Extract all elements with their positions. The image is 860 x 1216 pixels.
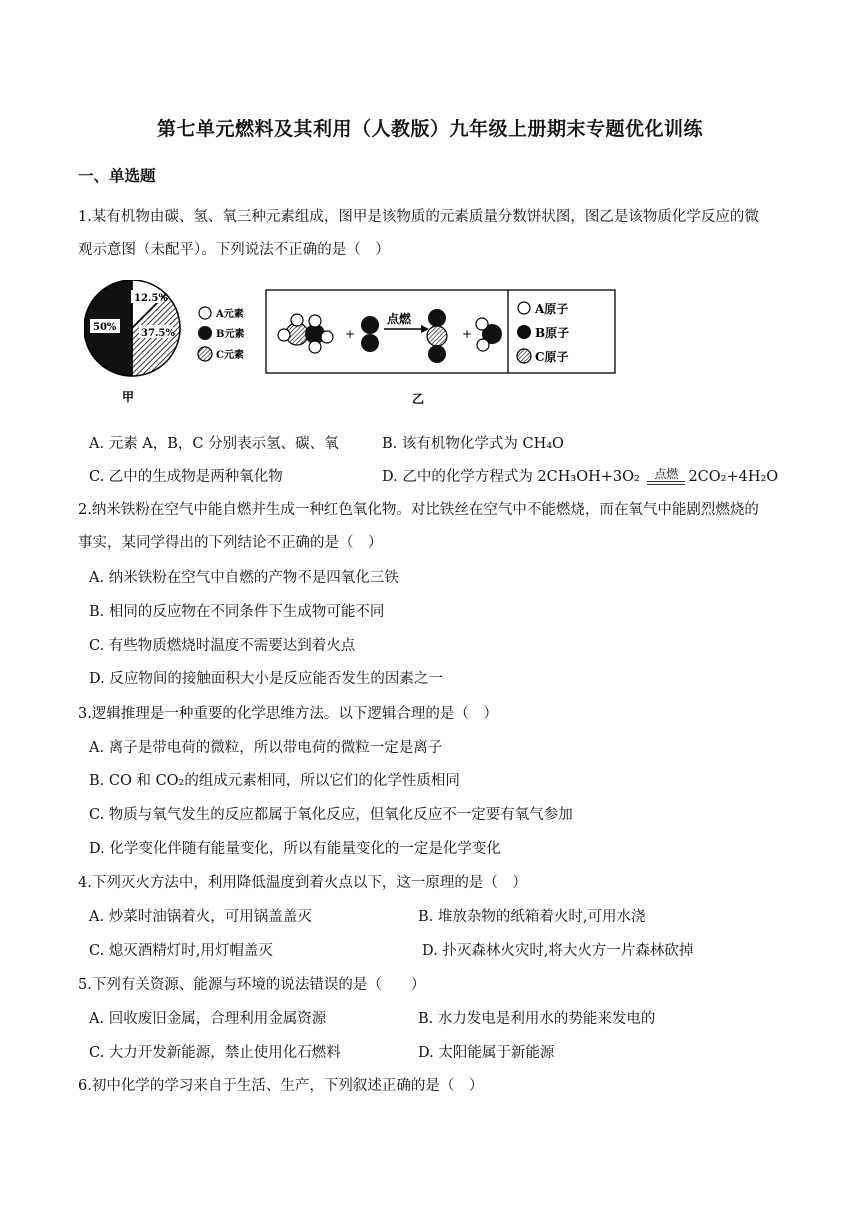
question-5-option-d[interactable]: D. 太阳能属于新能源 — [418, 1045, 555, 1061]
document-title: 第七单元燃料及其利用（人教版）九年级上册期末专题优化训练 — [156, 118, 703, 140]
question-3-option-b[interactable]: B. CO 和 CO₂的组成元素相同，所以它们的化学性质相同 — [89, 773, 460, 789]
question-5-option-b[interactable]: B. 水力发电是利用水的势能来发电的 — [418, 1011, 656, 1027]
water-molecule-icon — [476, 318, 502, 351]
question-1-option-b[interactable]: B. 该有机物化学式为 CH₄O — [382, 436, 564, 452]
plus-sign-2: + — [462, 327, 473, 341]
plus-sign-1: + — [345, 327, 356, 341]
question-4-option-c[interactable]: C. 熄灭酒精灯时,用灯帽盖灭 — [89, 943, 273, 959]
legend-atom-a-icon — [518, 302, 530, 314]
pie-caption: 甲 — [122, 390, 135, 404]
legend-atom-c-icon — [517, 349, 531, 363]
legend-atom-b-icon — [517, 325, 531, 339]
carbon-dioxide-molecule-icon — [427, 309, 447, 363]
question-2-option-a[interactable]: A. 纳米铁粉在空气中自燃的产物不是四氧化三铁 — [89, 570, 399, 586]
legend-hatched-circle-icon — [198, 347, 212, 361]
reaction-legend-b: B原子 — [535, 326, 570, 340]
question-3-option-d[interactable]: D. 化学变化伴随有能量变化，所以有能量变化的一定是化学变化 — [89, 841, 501, 857]
question-4-option-a[interactable]: A. 炒菜时油锅着火，可用锅盖盖灭 — [89, 909, 312, 925]
question-5-option-a[interactable]: A. 回收废旧金属，合理利用金属资源 — [89, 1011, 327, 1027]
legend-black-circle-icon — [198, 326, 212, 340]
question-1-option-a[interactable]: A. 元素 A，B，C 分别表示氢、碳、氧 — [89, 436, 339, 452]
legend-white-circle-icon — [199, 307, 211, 319]
question-2-stem-line-1: 2.纳米铁粉在空气中能自燃并生成一种红色氧化物。对比铁丝在空气中不能燃烧，而在氧气中能剧烈燃烧的 — [78, 502, 759, 518]
pie-legend-a: A元素 — [216, 309, 244, 320]
pie-legend-b: B元素 — [216, 329, 245, 340]
reaction-caption: 乙 — [412, 392, 425, 406]
section-heading: 一、单选题 — [78, 167, 156, 185]
arrow-condition-label: 点燃 — [387, 312, 412, 326]
question-3-stem: 3.逻辑推理是一种重要的化学思维方法。以下逻辑合理的是（ ） — [78, 706, 498, 722]
pie-label-37-5: 37.5% — [141, 328, 175, 339]
methanol-molecule-icon — [278, 314, 333, 353]
question-1-stem-line-1: 1.某有机物由碳、氢、氧三种元素组成，图甲是该物质的元素质量分数饼状图，图乙是该物质化学反应的微 — [78, 209, 759, 225]
question-2-stem-line-2: 事实，某同学得出的下列结论不正确的是（ ） — [78, 535, 383, 551]
question-5-option-c[interactable]: C. 大力开发新能源，禁止使用化石燃料 — [89, 1045, 341, 1061]
question-3-option-a[interactable]: A. 离子是带电荷的微粒，所以带电荷的微粒一定是离子 — [89, 740, 443, 756]
question-1-figure — [84, 280, 624, 410]
question-2-option-d[interactable]: D. 反应物间的接触面积大小是反应能否发生的因素之一 — [89, 671, 443, 687]
question-3-option-c[interactable]: C. 物质与氧气发生的反应都属于氧化反应，但氧化反应不一定要有氧气参加 — [89, 807, 573, 823]
question-1-stem-line-2: 观示意图（未配平）。下列说法不正确的是（ ） — [78, 242, 390, 258]
question-2-option-c[interactable]: C. 有些物质燃烧时温度不需要达到着火点 — [89, 638, 356, 654]
oxygen-molecule-icon — [361, 316, 379, 352]
reaction-legend-c: C原子 — [535, 350, 569, 364]
pie-label-12-5: 12.5% — [134, 293, 168, 304]
reaction-legend-a: A原子 — [535, 302, 569, 316]
question-1-option-d[interactable] — [382, 467, 778, 487]
question-2-option-b[interactable]: B. 相同的反应物在不同条件下生成物可能不同 — [89, 604, 385, 620]
element-mass-pie-chart — [84, 280, 180, 404]
question-4-stem: 4.下列灭火方法中，利用降低温度到着火点以下，这一原理的是（ ） — [78, 875, 527, 891]
question-6-stem: 6.初中化学的学习来自于生活、生产，下列叙述正确的是（ ） — [78, 1078, 484, 1094]
reaction-diagram — [266, 290, 615, 406]
pie-label-50: 50% — [93, 322, 117, 333]
question-5-stem: 5.下列有关资源、能源与环境的说法错误的是（ ） — [78, 977, 426, 993]
option-d-equation-right: 2CO₂+4H₂O — [688, 469, 779, 485]
question-4-option-b[interactable]: B. 堆放杂物的纸箱着火时,可用水浇 — [418, 909, 646, 925]
pie-legend-c: C元素 — [216, 350, 244, 361]
question-4-option-d[interactable]: D. 扑灭森林火灾时,将大火方一片森林砍掉 — [422, 943, 694, 959]
question-1-option-c[interactable]: C. 乙中的生成物是两种氧化物 — [89, 469, 283, 485]
pie-legend — [198, 307, 244, 361]
reaction-condition-mark: 点燃 — [644, 467, 688, 487]
option-d-equation-left: D. 乙中的化学方程式为 2CH₃OH+3O₂ — [382, 469, 645, 485]
